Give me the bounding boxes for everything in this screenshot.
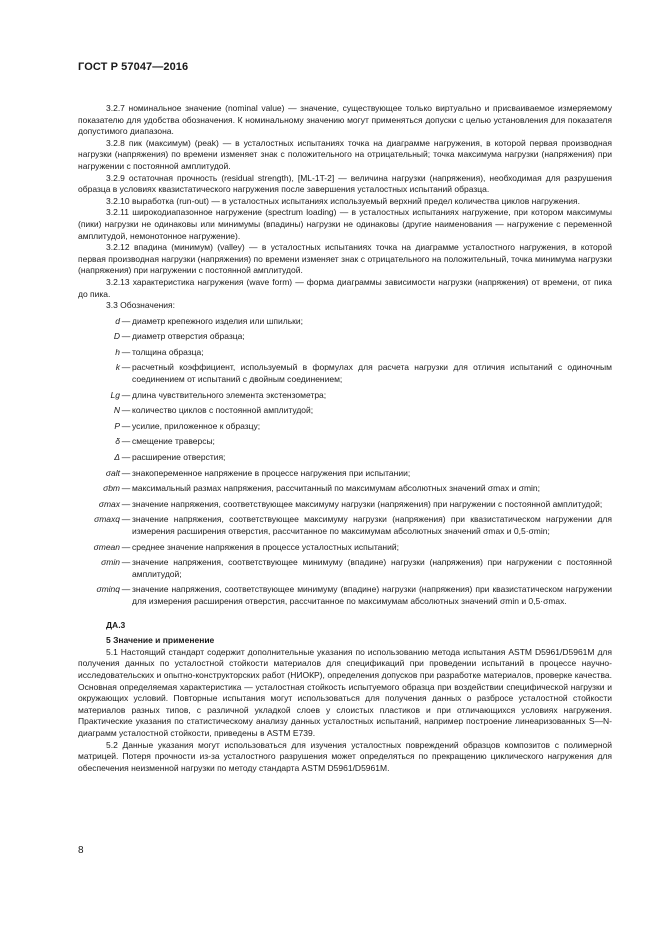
symbol-description: расчетный коэффициент, используемый в формулах для расчета нагрузки для отличия испытаний с одиночным соединением от испытаний с двойным соединением; xyxy=(132,362,612,385)
dash: — xyxy=(121,331,131,342)
dash: — xyxy=(121,436,131,447)
symbol-row xyxy=(78,584,612,607)
symbol: D xyxy=(113,331,120,342)
paragraph-3-2-12: 3.2.12 впадина (минимум) (valley) — в усталостных испытаниях точка на диаграмме усталостного нагружения, в которой первая производная нагрузки (напряжения) по времени изменяет знак с отрицательного на положительный, точка минимума нагрузки (напряжения) при нагружении с постоянной амплитудой. xyxy=(78,242,612,276)
symbol-row xyxy=(78,483,612,495)
dash: — xyxy=(121,346,131,357)
symbol: σbm xyxy=(103,483,120,494)
symbol: P xyxy=(114,420,120,431)
symbol-description: значение напряжения, соответствующее минимуму (впадине) нагрузки (напряжения) при нагружении с постоянной амплитудой; xyxy=(132,557,612,579)
symbol: σmaxq xyxy=(94,514,120,525)
paragraph-3-2-10: 3.2.10 выработка (run-out) — в усталостных испытаниях используемый верхний предел количества циклов нагружения. xyxy=(106,195,580,206)
dash: — xyxy=(121,467,131,478)
dash: — xyxy=(121,498,131,509)
symbol-description: усилие, приложенное к образцу; xyxy=(132,420,261,431)
symbol-description: значение напряжения, соответствующее максимуму нагрузки (напряжения) при нагружении с постоянной амплитудой; xyxy=(132,498,603,509)
symbol: σalt xyxy=(105,467,120,478)
paragraph-3-2-8: 3.2.8 пик (максимум) (peak) — в усталостных испытаниях точка на диаграмме нагружения, в которой первая производная нагрузки (напряжения) по времени изменяет знак с положительного на отрицательный; точка максимума нагрузки (напряжения) при нагружении с постоянной амплитудой. xyxy=(78,137,612,171)
appendix-heading: ДА.3 xyxy=(106,619,126,630)
page-number: 8 xyxy=(78,845,84,856)
notation-heading: 3.3 Обозначения: xyxy=(106,300,175,311)
symbol-row xyxy=(78,421,612,433)
dash: — xyxy=(121,362,131,373)
symbol-description: количество циклов с постоянной амплитудой; xyxy=(132,405,314,416)
paragraph-3-2-13: 3.2.13 характеристика нагружения (wave form) — форма диаграммы зависимости нагрузки (напряжения) от времени, от пика до пика. xyxy=(78,276,612,299)
dash: — xyxy=(121,420,131,431)
dash: — xyxy=(121,557,131,568)
paragraph-5-1: 5.1 Настоящий стандарт содержит дополнительные указания по использованию метода испытания ASTM D5961/D5961M для получения данных по усталостной стойкости материалов для спецификаций при проведении испытаний в процессе научно-исследовательских и опытно-конструкторских работ (НИОКР), определения допусков при разработке материалов, проверке качества. Основная определяемая характеристика — усталостная стойкость испытуемого образца при воздействии специфической нагрузки и окружающих условий. Повторные испытания могут использоваться для получения данных о разбросе усталостной стойкости материалов разных типов, с различной укладкой слоев у слоистых пластиков и при отличающихся условиях нагружения. Практические указания по статистическому анализу данных усталостных испытаний, например построение линеаризованных S—N-диаграмм усталостной стойкости, приведены в ASTM E739. xyxy=(78,646,612,738)
symbol-description: смещение траверсы; xyxy=(132,436,215,447)
paragraph-3-2-7: 3.2.7 номинальное значение (nominal value) — значение, существующее только виртуально и присваиваемое измеряемому пoказателю для удобства обозначения. К номинальному значению могут применяться допуски с целью установления для показателя допустимого диапазона. xyxy=(78,103,612,137)
dash: — xyxy=(121,541,131,552)
symbol-row xyxy=(78,405,612,417)
symbol-row xyxy=(78,390,612,402)
symbol-row xyxy=(78,347,612,359)
symbol-row xyxy=(78,331,612,343)
symbol: Lg xyxy=(110,389,120,400)
section-heading: 5 Значение и применение xyxy=(106,635,215,646)
dash: — xyxy=(121,405,131,416)
symbol-row xyxy=(78,362,612,385)
symbol: σmax xyxy=(98,498,120,509)
dash: — xyxy=(121,584,131,595)
symbol-row xyxy=(78,557,612,580)
symbol-description: значение напряжения, соответствующее максимуму нагрузки (напряжения) при квазистатическом нагружении для измерения расширения отверстия, рассчитанное по максимумам абсолютных значений σmax и 0,5·σmin; xyxy=(132,514,612,536)
symbol: Δ xyxy=(114,452,120,463)
symbol-row xyxy=(78,316,612,328)
paragraph-5-2: 5.2 Данные указания могут использоваться для изучения усталостных повреждений образцов композитов с полимерной матрицей. Потеря прочности из-за усталостного разрушения может определяться по прекращению циклического нагружения для обеспечения неизменной нагрузки по методу стандарта ASTM D5961/D5961M. xyxy=(78,739,612,773)
symbol-description: значение напряжения, соответствующее минимуму (впадине) нагрузки (напряжения) при квазистатическом нагружении для измерения расширения отверстия, рассчитанное по максимумам абсолютных значений σmin и 0,5·σmax. xyxy=(132,584,612,606)
document-header: ГОСТ Р 57047—2016 xyxy=(78,61,189,73)
dash: — xyxy=(121,483,131,494)
paragraph-3-2-11: 3.2.11 широкодиапазонное нагружение (spectrum loading) — в усталостных испытаниях нагружение, при котором максимумы (пики) нагрузки не одинаковы или минимумы (впадины) нагрузки не одинаковы (другие наименования — нагружение с переменной амплитудой, немонотонное нагружение). xyxy=(78,207,612,241)
paragraph-3-2-9: 3.2.9 остаточная прочность (residual strength), [ML-1T-2] — величина нагрузки (напряжения), необходимая для разрушения образца в условиях квазистатического нагружения после завершения усталостных испытаний образца. xyxy=(78,172,612,195)
dash: — xyxy=(121,452,131,463)
symbol-description: знакопеременное напряжение в процессе нагружения при испытании; xyxy=(132,467,411,478)
document-body xyxy=(78,103,612,774)
symbol-description: максимальный размах напряжения, рассчитанный по максимумам абсолютных значений σmax и σmin; xyxy=(132,483,541,494)
symbol-description: длина чувствительного элемента экстензометра; xyxy=(132,389,327,400)
symbol-description: среднее значение напряжения в процессе усталостных испытаний; xyxy=(132,541,399,552)
symbol-row xyxy=(78,514,612,537)
dash: — xyxy=(121,514,131,525)
symbol: N xyxy=(113,405,120,416)
symbol-description: расширение отверстия; xyxy=(132,452,226,463)
symbol-description: диаметр крепежного изделия или шпильки; xyxy=(132,315,303,326)
symbol: δ xyxy=(115,436,120,447)
symbol: h xyxy=(115,346,120,357)
dash: — xyxy=(121,389,131,400)
symbol-row xyxy=(78,499,612,511)
symbol-row xyxy=(78,468,612,480)
symbol-description: толщина образца; xyxy=(132,346,204,357)
symbol: d xyxy=(115,315,120,326)
dash: — xyxy=(121,315,131,326)
symbol: σmin xyxy=(101,557,120,568)
symbol: k xyxy=(115,362,120,373)
symbol-row xyxy=(78,542,612,554)
symbol-row xyxy=(78,436,612,448)
symbol: σminq xyxy=(96,584,120,595)
symbol-row xyxy=(78,452,612,464)
symbol-description: диаметр отверстия образца; xyxy=(132,331,245,342)
symbol: σmean xyxy=(93,541,120,552)
